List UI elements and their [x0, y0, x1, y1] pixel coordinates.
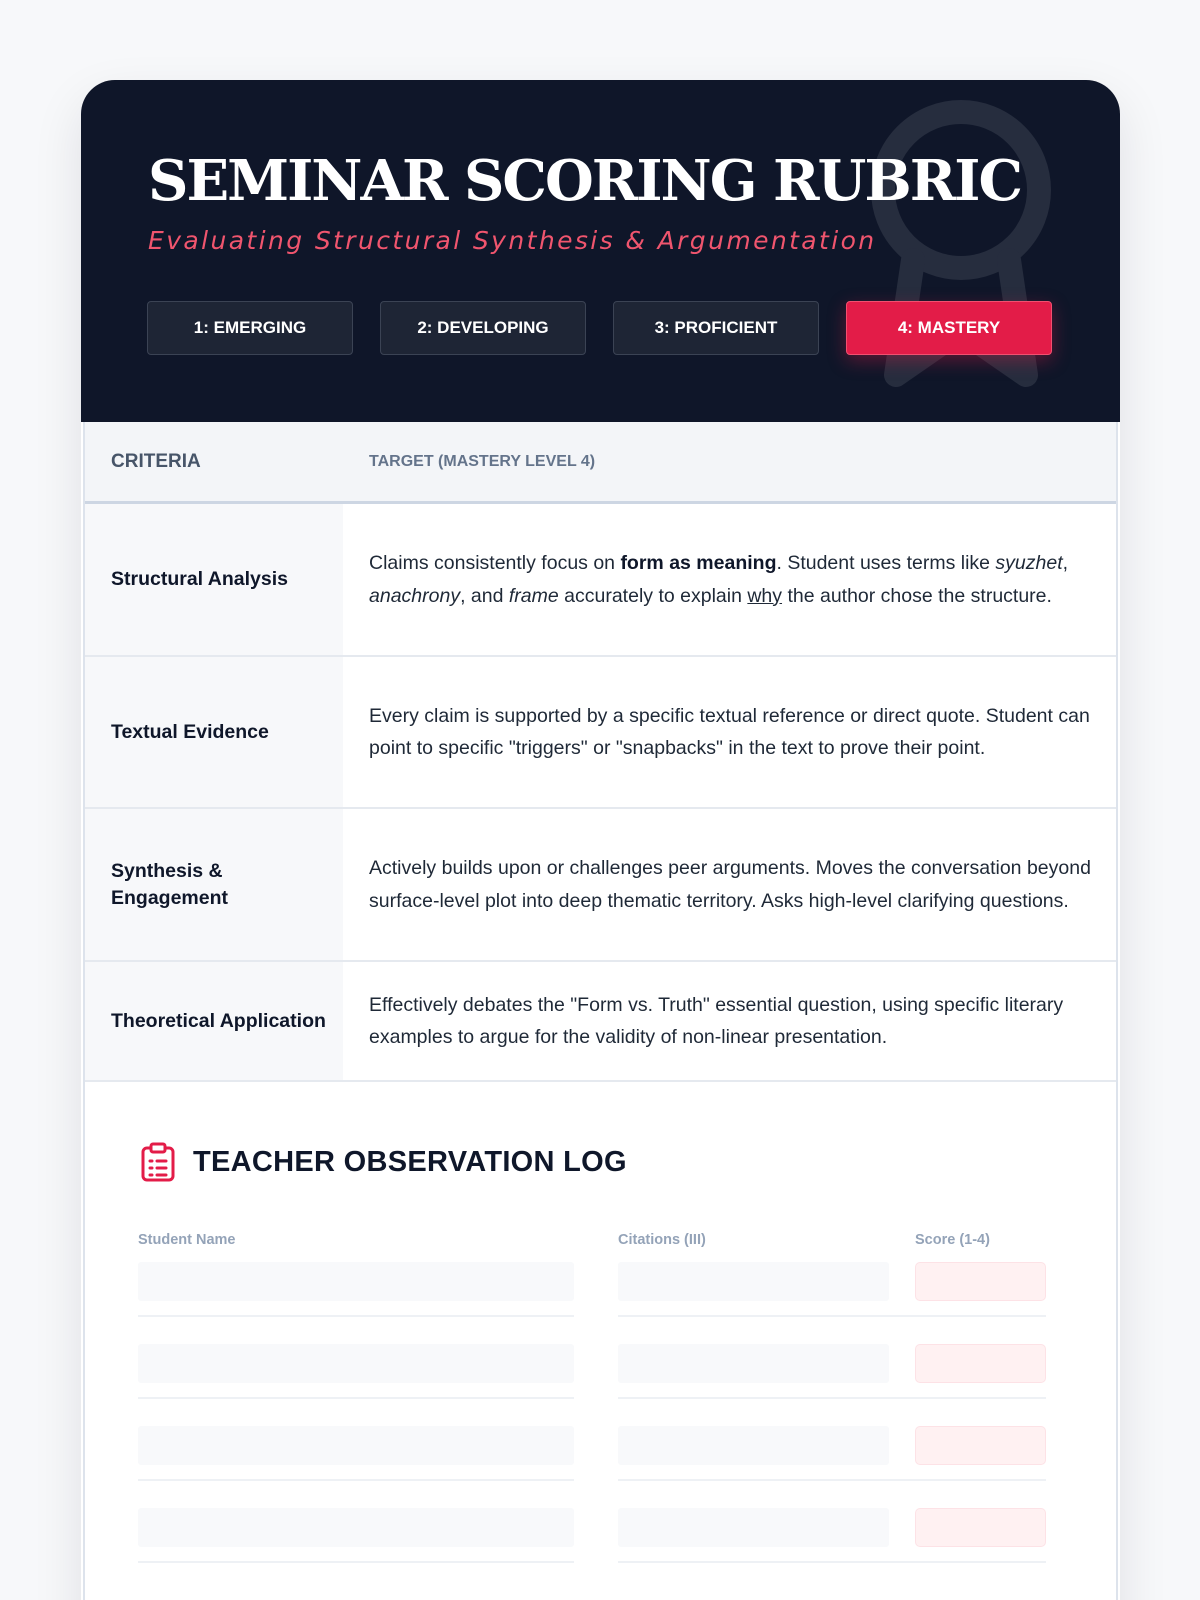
level-3-proficient-button[interactable]: 3: PROFICIENT [613, 301, 819, 355]
criteria-cell: Theoretical Application [85, 962, 343, 1080]
citations-input[interactable] [618, 1508, 889, 1547]
score-input[interactable] [915, 1426, 1046, 1465]
description-cell: Claims consistently focus on form as meaning. Student uses terms like syuzhet, anachrony, and frame accurately to explain why the author chose the structure. [369, 552, 1069, 607]
score-input[interactable] [915, 1262, 1046, 1301]
clipboard-list-icon [140, 1142, 176, 1182]
rubric-card [81, 80, 1120, 1600]
score-input[interactable] [915, 1508, 1046, 1547]
description-cell: Effectively debates the "Form vs. Truth" essential question, using specific literary examples to argue for the validity of non-linear presentation. [369, 993, 1064, 1048]
target-column-header: TARGET (MASTERY LEVEL 4) [369, 452, 596, 470]
table-row [85, 657, 1116, 809]
row-divider [138, 1315, 574, 1317]
log-row [85, 1262, 1120, 1342]
row-divider [138, 1561, 574, 1563]
description-cell: Actively builds upon or challenges peer arguments. Moves the conversation beyond surface-level plot into deep thematic territory. Asks high-level clarifying questions. [369, 857, 1091, 912]
criteria-cell: Synthesis & Engagement [85, 809, 343, 960]
page-title: SEMINAR SCORING RUBRIC [148, 148, 1022, 214]
log-title: TEACHER OBSERVATION LOG [193, 1145, 627, 1178]
table-row [85, 809, 1116, 962]
criteria-cell: Structural Analysis [85, 504, 343, 655]
row-divider [618, 1315, 1046, 1317]
row-divider [618, 1561, 1046, 1563]
description-cell: Every claim is supported by a specific textual reference or direct quote. Student can point to specific "triggers" or "snapbacks" in the text to prove their point. [369, 704, 1090, 759]
student-name-input[interactable] [138, 1508, 574, 1547]
table-header [85, 422, 1116, 504]
score-label: Score (1-4) [915, 1232, 990, 1248]
observation-log [83, 1082, 1118, 1600]
page-subtitle: Evaluating Structural Synthesis & Argumentation [148, 226, 877, 255]
row-divider [618, 1397, 1046, 1399]
student-name-label: Student Name [138, 1232, 236, 1248]
rubric-table [83, 422, 1118, 1082]
level-tabs [147, 301, 1052, 355]
citations-input[interactable] [618, 1426, 889, 1465]
criteria-cell: Textual Evidence [85, 657, 343, 807]
citations-label: Citations (III) [618, 1232, 706, 1248]
log-row [85, 1426, 1120, 1506]
row-divider [618, 1479, 1046, 1481]
student-name-input[interactable] [138, 1262, 574, 1301]
row-divider [138, 1397, 574, 1399]
level-1-emerging-button[interactable]: 1: EMERGING [147, 301, 353, 355]
criteria-column-header: CRITERIA [111, 450, 201, 472]
student-name-input[interactable] [138, 1344, 574, 1383]
student-name-input[interactable] [138, 1426, 574, 1465]
row-divider [138, 1479, 574, 1481]
citations-input[interactable] [618, 1344, 889, 1383]
rubric-header [81, 80, 1120, 422]
log-row [85, 1508, 1120, 1588]
level-4-mastery-button[interactable]: 4: MASTERY [846, 301, 1052, 355]
citations-input[interactable] [618, 1262, 889, 1301]
log-heading [140, 1142, 627, 1182]
table-row [85, 504, 1116, 657]
log-row [85, 1344, 1120, 1424]
table-row [85, 962, 1116, 1082]
level-2-developing-button[interactable]: 2: DEVELOPING [380, 301, 586, 355]
score-input[interactable] [915, 1344, 1046, 1383]
